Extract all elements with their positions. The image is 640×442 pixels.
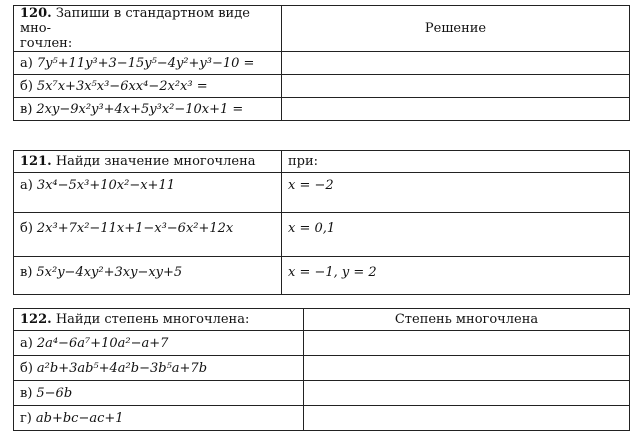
task-121-answer-header: при:	[282, 151, 630, 173]
polynomial-expression: 2xy−9x²y³+4x+5y³x²−10x+1 =	[36, 101, 244, 117]
variable-condition: x = −1, y = 2	[288, 265, 377, 280]
polynomial-expression: 5x²y−4xy²+3xy−xy+5	[36, 265, 183, 280]
task-122-number: 122.	[20, 312, 52, 327]
task-120-row-b	[14, 75, 630, 98]
task-122-answer-d[interactable]	[304, 406, 630, 431]
polynomial-expression: 3x⁴−5x³+10x²−x+11	[36, 178, 175, 193]
polynomial-expression: a²b+3ab⁵+4a²b−3b⁵a+7b	[36, 360, 208, 376]
task-121-table	[13, 150, 630, 295]
item-letter: в)	[20, 101, 33, 117]
task-120-item-c	[14, 98, 282, 121]
task-120-item-a	[14, 52, 282, 75]
task-122-row-a	[14, 331, 630, 356]
task-120-prompt-line2: гочлен:	[20, 36, 73, 51]
task-121-header-row	[14, 151, 630, 173]
task-121-number: 121.	[20, 154, 52, 169]
task-122-item-b	[14, 356, 304, 381]
task-120-table	[13, 5, 630, 121]
item-letter: б)	[20, 360, 33, 376]
task-121-item-c	[14, 257, 282, 295]
polynomial-expression: 2x³+7x²−11x+1−x³−6x²+12x	[36, 221, 234, 236]
item-letter: г)	[20, 410, 32, 426]
task-120-item-b	[14, 75, 282, 98]
task-121-prompt-text: Найди значение многочлена	[55, 154, 256, 169]
task-122-prompt	[14, 309, 304, 331]
task-122-header-row	[14, 309, 630, 331]
task-121-item-a	[14, 173, 282, 213]
item-letter: а)	[20, 178, 33, 193]
task-120-answer-c[interactable]	[282, 98, 630, 121]
task-122-table	[13, 308, 630, 431]
task-120-answer-b[interactable]	[282, 75, 630, 98]
item-letter: б)	[20, 221, 33, 236]
item-letter: в)	[20, 385, 33, 401]
task-121-row-a	[14, 173, 630, 213]
task-122-answer-b[interactable]	[304, 356, 630, 381]
task-122-row-b	[14, 356, 630, 381]
task-122-row-d	[14, 406, 630, 431]
task-121-condition-b[interactable]	[282, 213, 630, 257]
variable-condition: x = −2	[288, 178, 334, 193]
variable-condition: x = 0,1	[288, 221, 336, 236]
task-120-answer-header: Решение	[282, 6, 630, 52]
task-121-prompt	[14, 151, 282, 173]
item-letter: а)	[20, 55, 33, 71]
polynomial-expression: 5x⁷x+3x⁵x³−6xx⁴−2x²x³ =	[36, 78, 208, 94]
task-122-item-a	[14, 331, 304, 356]
task-122-answer-a[interactable]	[304, 331, 630, 356]
item-letter: в)	[20, 265, 33, 280]
task-122-item-c	[14, 381, 304, 406]
task-120-number: 120.	[20, 6, 52, 21]
task-122-row-c	[14, 381, 630, 406]
task-121-condition-a[interactable]	[282, 173, 630, 213]
polynomial-expression: ab+bc−ac+1	[35, 410, 124, 426]
task-120-row-c	[14, 98, 630, 121]
item-letter: б)	[20, 78, 33, 94]
task-120-prompt-line1: Запиши в стандартном виде мно-	[20, 6, 250, 36]
polynomial-expression: 5−6b	[36, 385, 73, 401]
item-letter: а)	[20, 335, 33, 351]
task-120-header-row	[14, 6, 630, 52]
task-122-answer-header: Степень многочлена	[304, 309, 630, 331]
task-121-row-c	[14, 257, 630, 295]
polynomial-expression: 7y⁵+11y³+3−15y⁵−4y²+y³−10 =	[36, 55, 255, 71]
task-120-prompt	[14, 6, 282, 52]
polynomial-expression: 2a⁴−6a⁷+10a²−a+7	[36, 335, 169, 351]
task-122-item-d	[14, 406, 304, 431]
task-122-answer-c[interactable]	[304, 381, 630, 406]
task-121-item-b	[14, 213, 282, 257]
task-122-prompt-text: Найди степень многочлена:	[55, 312, 250, 327]
task-120-row-a	[14, 52, 630, 75]
task-120-answer-a[interactable]	[282, 52, 630, 75]
task-121-row-b	[14, 213, 630, 257]
task-121-condition-c[interactable]	[282, 257, 630, 295]
